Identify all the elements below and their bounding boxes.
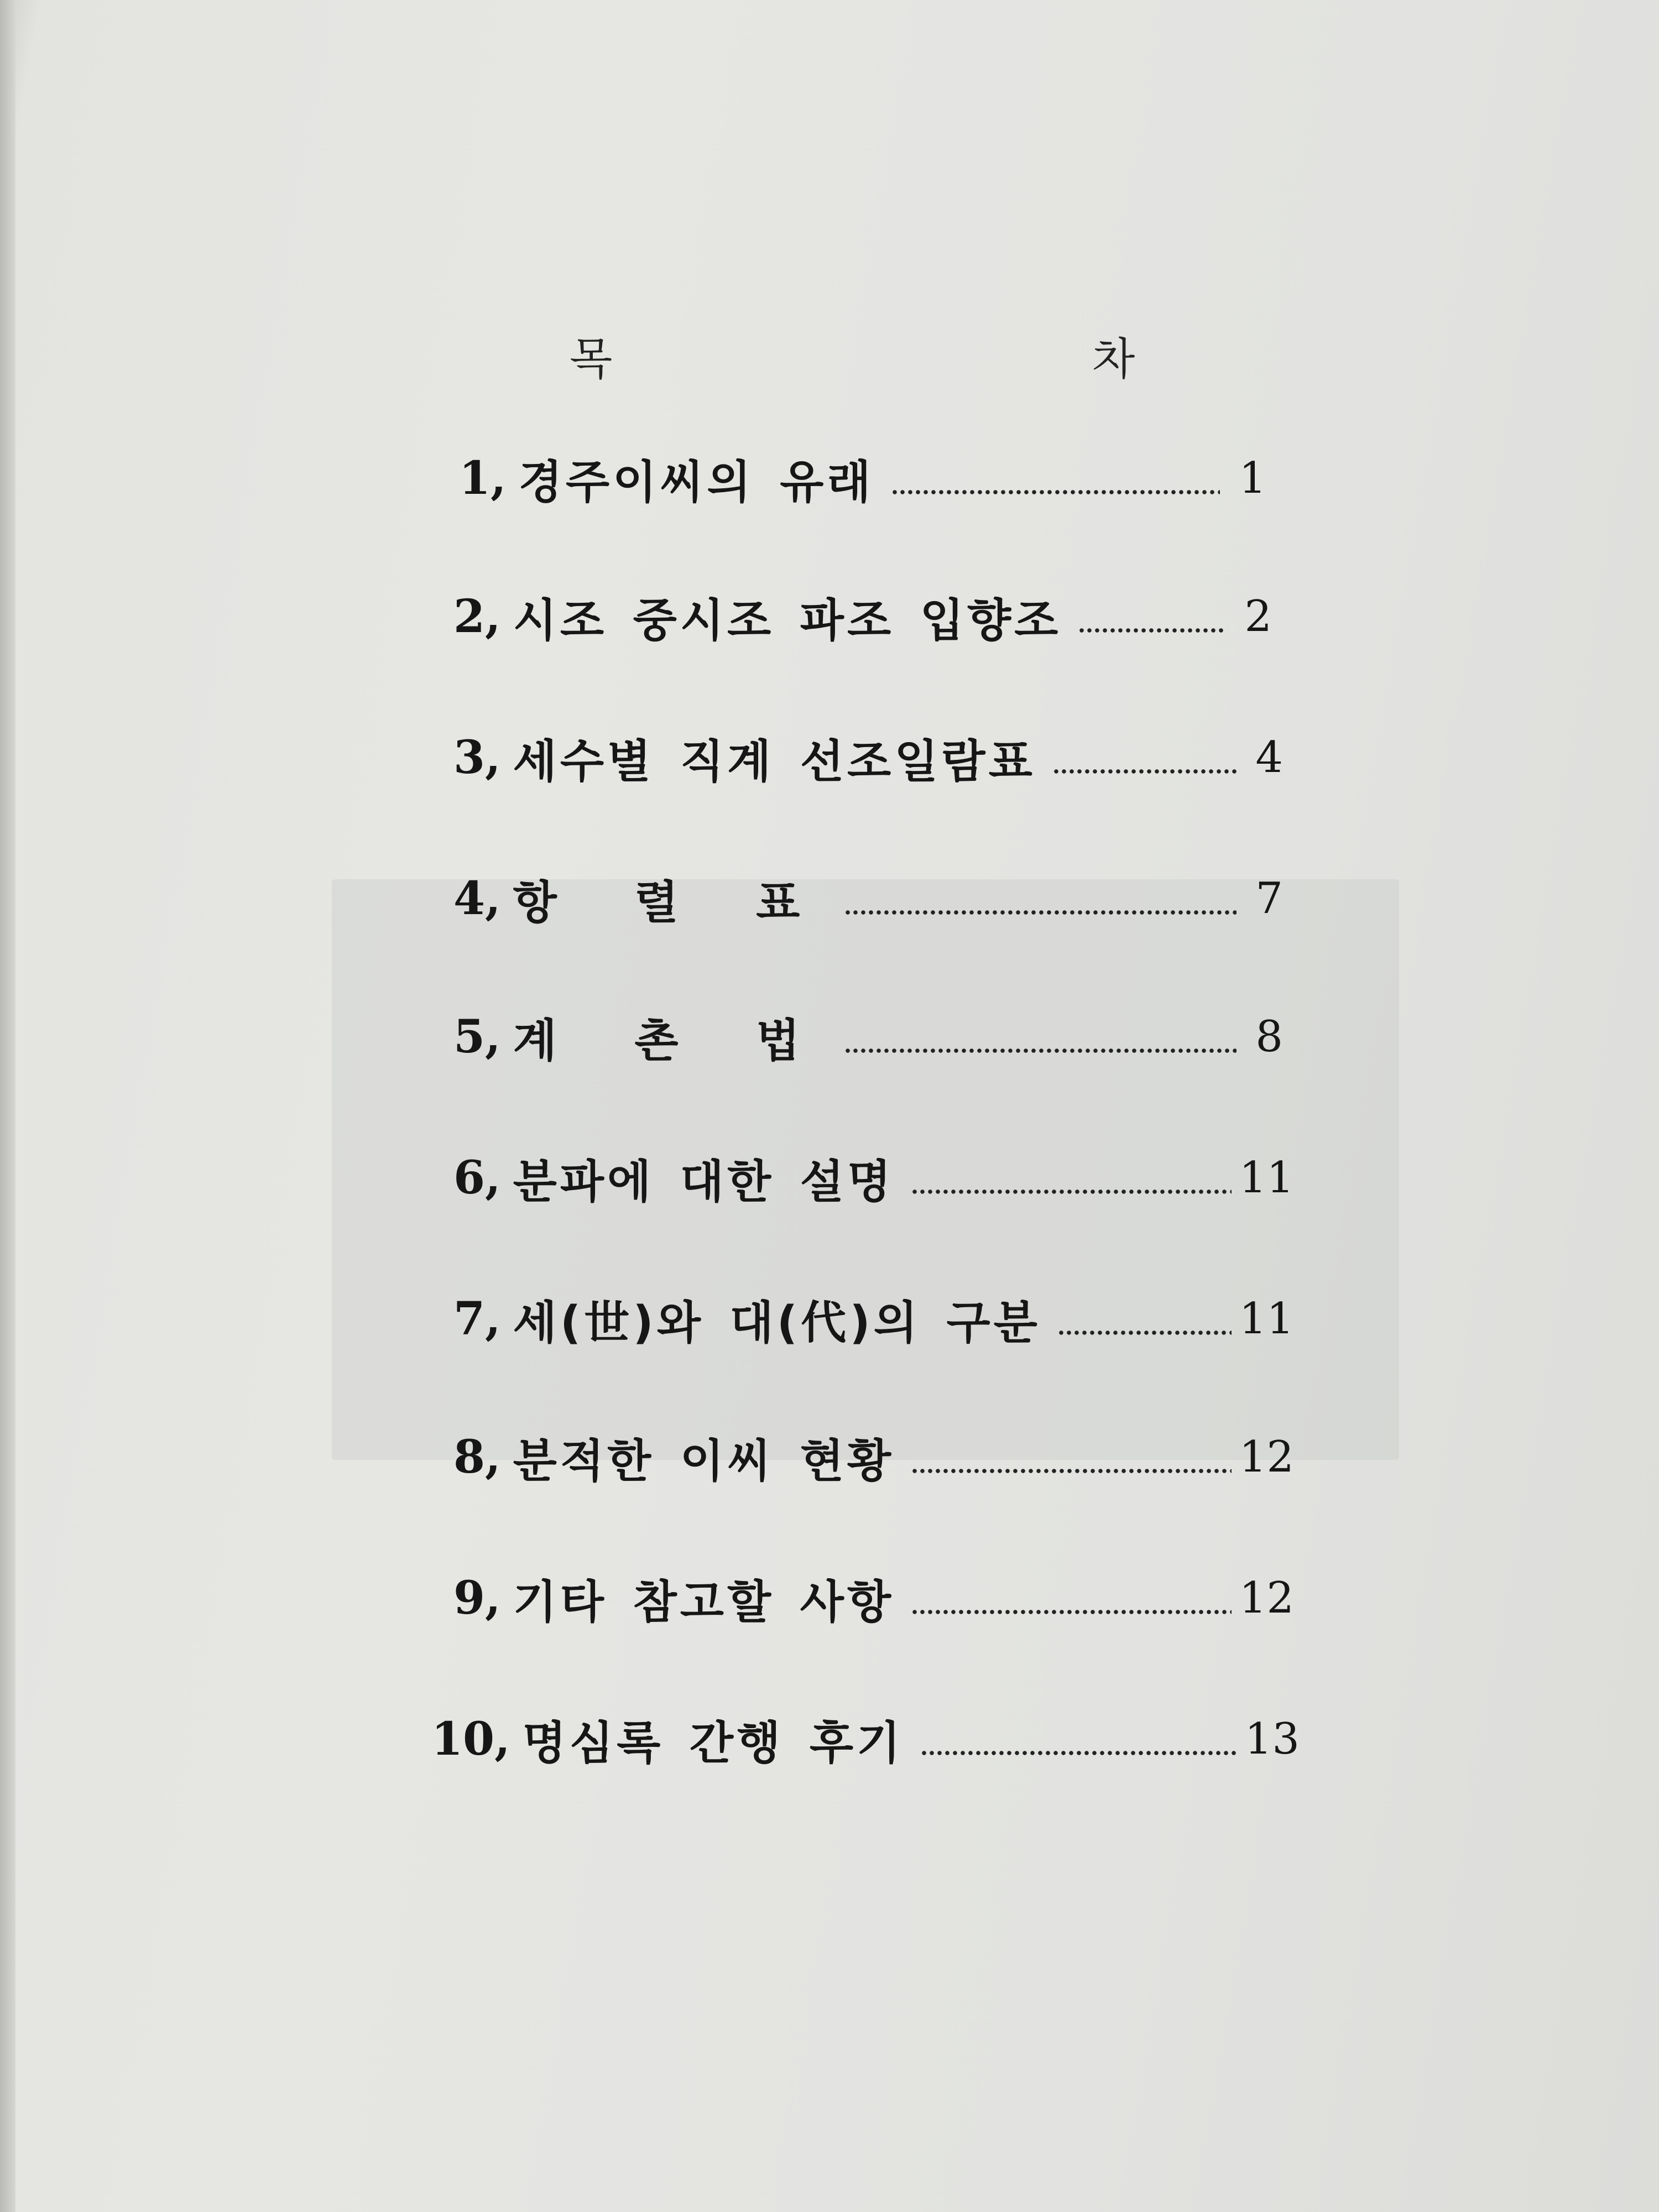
dot-leader	[911, 1610, 1232, 1614]
toc-entry	[453, 1288, 1294, 1349]
toc-heading	[0, 324, 1659, 385]
dot-leader	[891, 490, 1220, 494]
toc-entry-page: 2	[1244, 592, 1272, 641]
toc-heading-left: 목	[570, 333, 613, 385]
toc-heading-right: 차	[1092, 333, 1135, 385]
toc-entry-label: 분적한 이씨 현황	[513, 1434, 895, 1488]
dot-leader	[911, 1469, 1232, 1473]
toc-entry	[459, 448, 1266, 509]
toc-entry-page: 4	[1255, 733, 1283, 782]
toc-entry	[453, 586, 1272, 647]
toc-entry	[453, 1006, 1283, 1067]
toc-entry-number: 5,	[453, 1010, 501, 1063]
toc-entry-number: 3,	[453, 731, 501, 784]
toc-entry-page: 11	[1239, 1153, 1294, 1203]
dot-leader	[1057, 1331, 1232, 1335]
toc-entry-page: 12	[1239, 1573, 1294, 1623]
toc-entry-label: 계 촌 법	[513, 1014, 828, 1067]
toc-entry-page: 8	[1255, 1012, 1283, 1062]
toc-entry-label: 기타 참고할 사항	[513, 1575, 895, 1629]
toc-entry-number: 10,	[431, 1713, 510, 1766]
toc-entry-page: 7	[1255, 874, 1283, 924]
toc-entry-label: 항 렬 표	[513, 876, 828, 929]
toc-entry-number: 1,	[459, 452, 507, 505]
toc-entry	[453, 868, 1283, 929]
toc-entry	[453, 727, 1283, 788]
toc-entry-label: 분파에 대한 설명	[513, 1155, 895, 1208]
dot-leader	[920, 1751, 1237, 1755]
toc-entry-label: 명심록 간행 후기	[522, 1717, 904, 1770]
toc-entry-page: 12	[1239, 1432, 1294, 1482]
toc-entry	[453, 1147, 1294, 1208]
toc-entry-page: 13	[1244, 1714, 1300, 1764]
toc-entry-number: 8,	[453, 1431, 501, 1484]
dot-leader	[844, 1048, 1237, 1053]
toc-entry-number: 7,	[453, 1292, 501, 1345]
dot-leader	[911, 1190, 1232, 1194]
toc-entry	[453, 1568, 1294, 1629]
toc-entry-label: 시조 중시조 파조 입향조	[513, 594, 1062, 647]
dot-leader	[844, 910, 1237, 915]
toc-entry-number: 4,	[453, 872, 501, 925]
toc-entry-number: 2,	[453, 590, 501, 643]
toc-entry-page: 1	[1239, 453, 1266, 503]
toc-entry-number: 9,	[453, 1572, 501, 1625]
toc-entry-number: 6,	[453, 1151, 501, 1204]
dot-leader	[1052, 769, 1237, 774]
toc-entry	[453, 1427, 1294, 1488]
toc-entry-page: 11	[1239, 1294, 1294, 1344]
dot-leader	[1078, 628, 1225, 633]
toc-entry-label: 경주이씨의 유래	[518, 456, 874, 509]
toc-entry-label: 세(世)와 대(代)의 구분	[513, 1296, 1041, 1349]
toc-entry	[431, 1709, 1300, 1770]
toc-entry-label: 세수별 직계 선조일람표	[513, 735, 1036, 788]
